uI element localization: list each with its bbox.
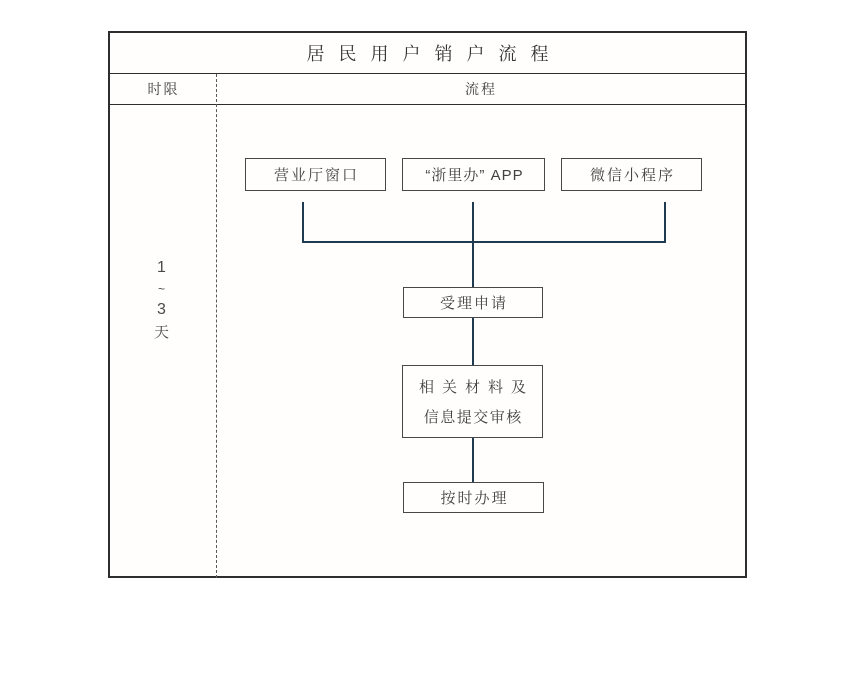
step-box-materials-review-line2: 信息提交审核: [423, 409, 523, 426]
header-row: [110, 74, 745, 105]
channel-box-wechat-miniprogram: 微信小程序: [561, 158, 702, 191]
column-divider-dashed: [216, 74, 217, 578]
header-cell-process: 流程: [465, 81, 497, 97]
connector-stub-left: [302, 202, 304, 243]
time-limit-from: 1: [157, 259, 166, 276]
channel-box-zheliban-app: “浙里办” APP: [402, 158, 545, 191]
step-box-handle-on-time: 按时办理: [403, 482, 544, 513]
connector-stub-right: [664, 202, 666, 243]
title-row: [110, 33, 745, 74]
step-box-accept-application: 受理申请: [403, 287, 543, 318]
connector-review-to-handle: [472, 438, 474, 482]
time-limit-unit: 天: [153, 324, 169, 341]
channel-box-business-hall: 营业厅窗口: [245, 158, 386, 191]
header-cell-time-limit: 时限: [147, 81, 180, 97]
time-limit-label: [108, 260, 215, 340]
connector-horizontal-join: [302, 241, 666, 243]
page-title: 居民用户销户流程: [306, 44, 563, 64]
step-box-materials-review-line1: 相关材料及: [418, 379, 534, 396]
connector-stub-center: [472, 202, 474, 287]
connector-accept-to-review: [472, 318, 474, 365]
step-box-materials-review: [402, 365, 543, 438]
time-limit-tilde: ~: [157, 282, 165, 296]
time-limit-to: 3: [157, 301, 166, 318]
